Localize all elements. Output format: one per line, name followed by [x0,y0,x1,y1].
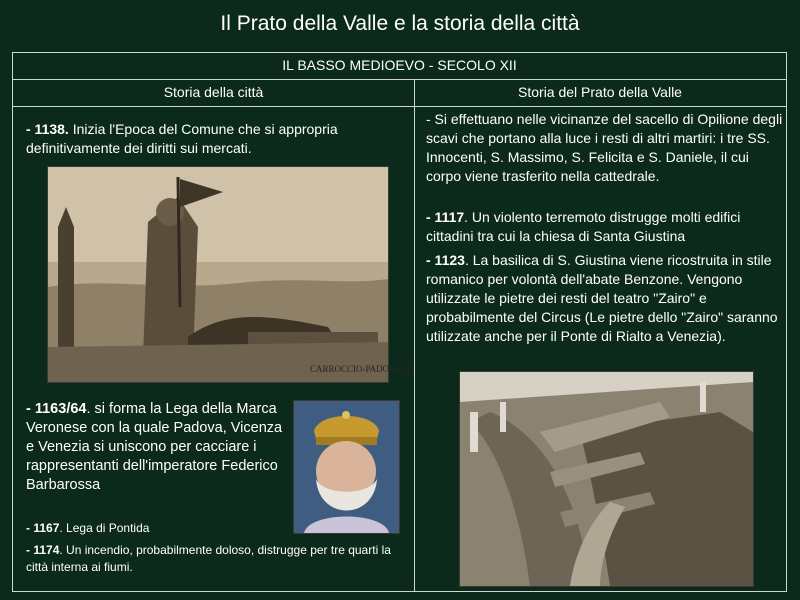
canal-photograph [460,372,753,586]
carroccio-padovano-engraving [47,166,415,383]
column-header-prato-history: Storia del Prato della Valle [518,84,682,100]
event-1167 [26,520,396,537]
event-1174 [26,542,396,576]
event-text: . si forma la Lega della Marca Veronese con la quale Padova, Vicenza e Venezia si uniscono per cacciare i rappresentanti dell'imperatore Federico Barbarossa [26,401,283,493]
column-header-city-history: Storia della città [163,84,264,100]
event-text: - Si effettuano nelle vicinanze del sacello di Opilione degli scavi che portano alla luce i resti di altri martiri: i tre SS. Innocenti, S. Massimo, S. Felicita e S. Daniele, il cui corpo viene trasferito nella cattedrale. [426,111,783,184]
section-header: IL BASSO MEDIOEVO - SECOLO XII [13,53,786,80]
barbarossa-portrait [293,400,400,534]
prato-canal-photo [459,371,754,587]
event-text: . Un violento terremoto distrugge molti edifici cittadini tra cui la chiesa di Santa Giustina [426,209,741,244]
event-text: . Un incendio, probabilmente doloso, distrugge per tre quarti la città interna ai fiumi. [26,543,391,574]
event-text: . Lega di Pontida [59,521,150,535]
event-text: . La basilica di S. Giustina viene ricostruita in stile romanico per volontà dell'abate Benzone. Vengono utilizzate le pietre dei resti del teatro "Zairo" e probabilmente del Circus (Le pietre dello "Zairo" saranno utilizzate anche per il Ponte di Rialto a Venezia). [426,252,778,344]
event-date: - 1163/64 [26,401,87,417]
portrait-illustration [294,401,399,533]
event-excavations [426,110,784,186]
event-1138 [26,120,386,158]
event-date: - 1117 [426,209,465,225]
event-1163 [26,400,292,495]
event-date: - 1138. [26,121,69,137]
engraving-illustration [48,167,415,382]
event-1123 [426,251,784,346]
event-text: Inizia l'Epoca del Comune che si appropria definitivamente dei diritti sui mercati. [26,121,338,156]
engraving-caption: CARROCCIO-PADOVANO [310,364,415,374]
event-date: - 1167 [26,521,60,535]
event-date: - 1123 [426,252,465,268]
event-date: - 1174 [26,543,60,557]
column-headers [13,79,786,107]
column-divider [414,79,415,592]
event-1117 [426,208,784,246]
page-title: Il Prato della Valle e la storia della città [220,12,580,35]
